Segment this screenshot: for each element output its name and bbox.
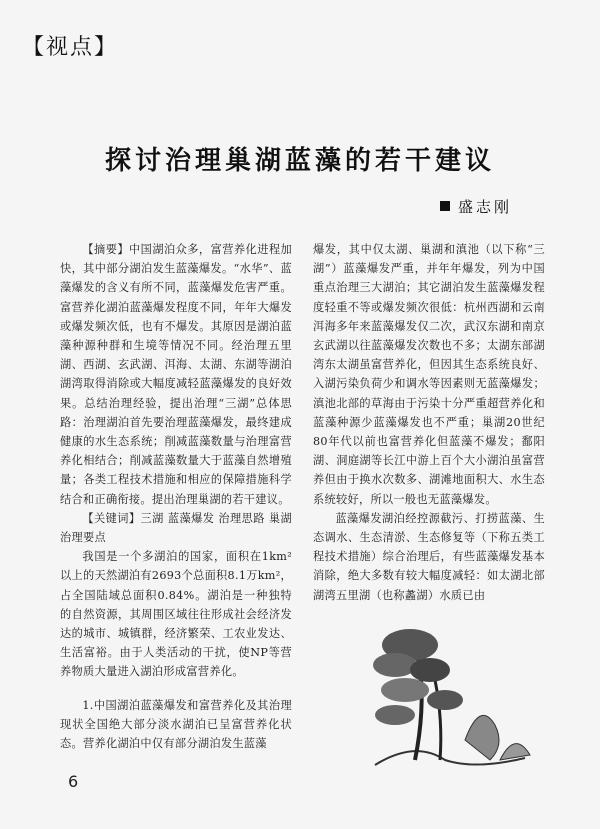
left-column	[60, 240, 292, 753]
author-line	[440, 196, 512, 217]
ink-painting-illustration	[355, 620, 545, 770]
continued-paragraph: 爆发，其中仅太湖、巢湖和滇池（以下称“三湖”）蓝藻爆发严重，并年年爆发，列为中国重点治理三大湖泊；其它湖泊发生蓝藻爆发程度轻重不等或爆发频次很低：杭州西湖和云南洱海多年来蓝藻爆发仅二次，武汉东湖和南京玄武湖以往蓝藻爆发次数也不多；太湖东部湖湾东太湖虽富营养化，但因其生态系统良好、入湖污染负荷少和调水等因素则无蓝藻爆发；滇池北部的草海由于污染十分严重超营养化和蓝藻种源少蓝藻爆发也不严重；巢湖20世纪80年代以前也富营养化但蓝藻不爆发；鄱阳湖、洞庭湖等长江中游上百个大小湖泊虽富营养但由于换水次数多、湖滩地面积大、水生态系统较好，所以一般也无蓝藻爆发。	[313, 243, 545, 506]
article-title: 探讨治理巢湖蓝藻的若干建议	[104, 146, 495, 176]
abstract-paragraph: 【摘要】中国湖泊众多，富营养化进程加快，其中部分湖泊发生蓝藻爆发。“水华”、蓝藻爆发的含义有所不同，蓝藻爆发危害严重。富营养化湖泊蓝藻爆发程度不同，年年大爆发或爆发频次低，也有不爆发。其原因是湖泊蓝藻种源种群和生境等情况不同。经治理五里湖、西湖、玄武湖、洱海、太湖、东湖等湖泊湖湾取得消除或大幅度减轻蓝藻爆发的良好效果。总结治理经验，提出治理“三湖”总体思路：治理湖泊首先要治理蓝藻爆发，最终建成健康的水生态系统；削减蓝藻数量与治理富营养化相结合；削减蓝藻数量大于蓝藻自然增殖量；各类工程技术措施和相应的保障措施科学结合和正确衔接。提出治理巢湖的若干建议。	[60, 243, 292, 506]
section-1-paragraph: 1.中国湖泊蓝藻爆发和富营养化及其治理现状全国绝大部分淡水湖泊已呈富营养化状态。营养化湖泊中仅有部分湖泊发生蓝藻	[60, 698, 292, 751]
section-tag: 【视点】	[22, 35, 119, 60]
author-name: 盛志刚	[457, 198, 512, 216]
right-column	[313, 240, 545, 605]
treatment-paragraph: 蓝藻爆发湖泊经控源截污、打捞蓝藻、生态调水、生态清淤、生态修复等（下称五类工程技术措施）综合治理后，有些蓝藻爆发基本消除，绝大多数有较大幅度减轻：如太湖北部湖湾五里湖（也称蠡湖）水质已由	[313, 511, 545, 602]
page-number: 6	[68, 772, 79, 791]
square-bullet-icon	[440, 201, 450, 211]
intro-paragraph: 我国是一个多湖泊的国家，面积在1km²以上的天然湖泊有2693个总面积8.1万km²，占全国陆域总面积0.84%。湖泊是一种独特的自然资源，其周围区域往往形成社会经济发达的城市、城镇群，经济繁荣、工农业发达、生活富裕。由于人类活动的干扰，使NP等营养物质大量进入湖泊形成富营养化。	[60, 550, 292, 679]
keywords-paragraph: 【关键词】三湖 蓝藻爆发 治理思路 巢湖 治理要点	[60, 511, 292, 545]
